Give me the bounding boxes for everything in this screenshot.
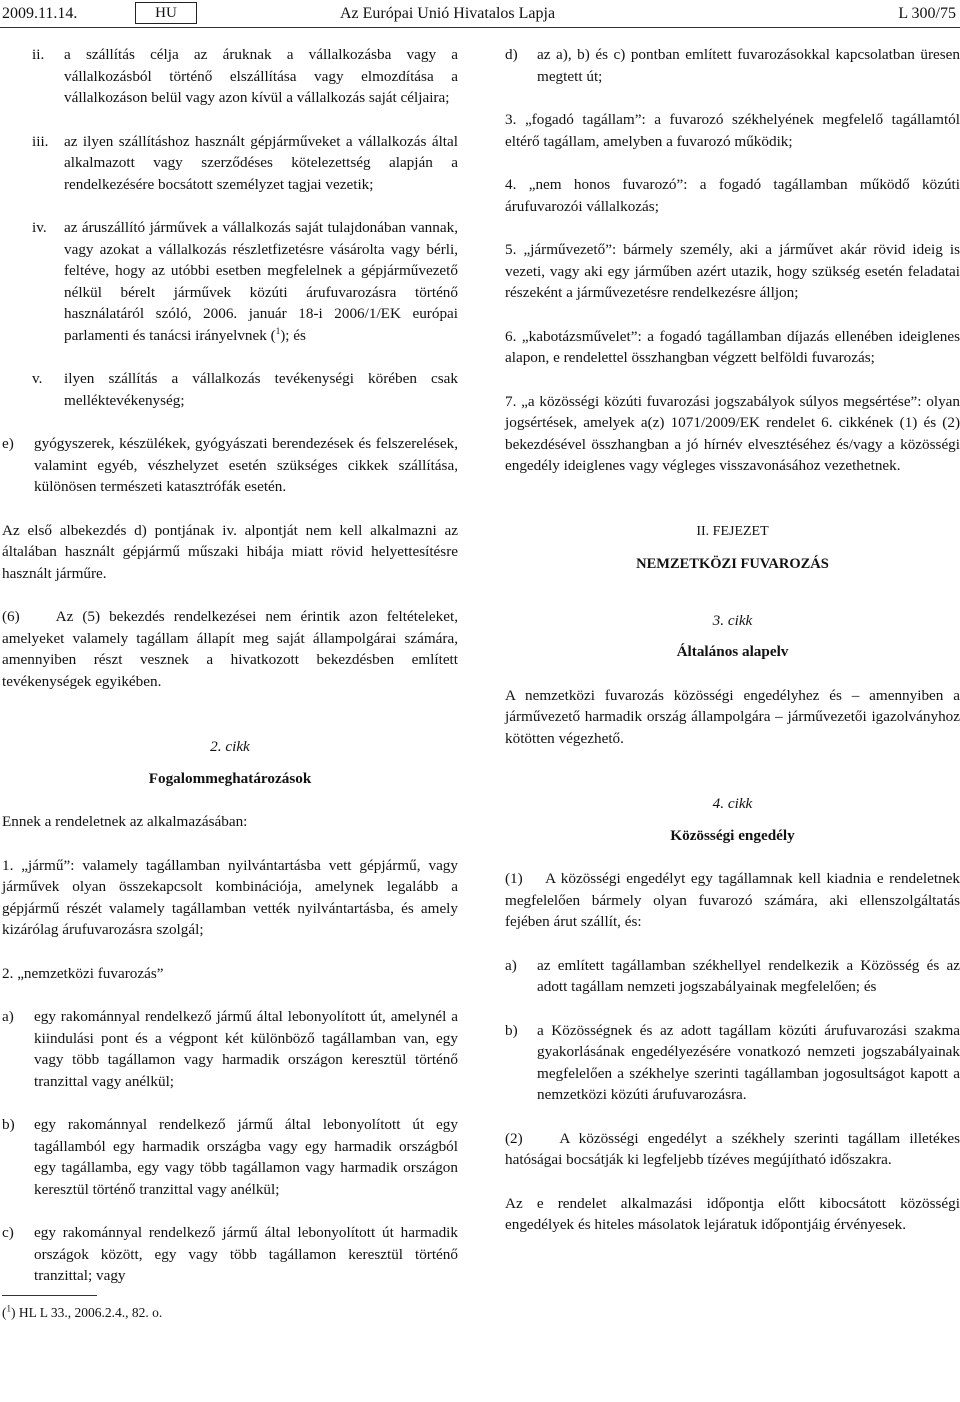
footnote-number: 1 [6, 1303, 11, 1313]
item-text: egy rakománnyal rendelkező jármű által lebonyolított út, amelynél a kiindulási pont és a végpont két különböző tagállamban van, egy vagy több tagállamon vagy harmadik országon keresztül történő tranzittal vagy anélkül; [34, 1008, 458, 1090]
page-header [0, 0, 960, 26]
paragraph: Az első albekezdés d) pontjának iv. alpontját nem kell alkalmazni az általában használt gépjármű műszaki hibája miatt rövid helyettesítésre használt járműre. [2, 521, 458, 582]
article-number: 2. cikk [210, 738, 250, 755]
definition-7: 7. „a közösségi közúti fuvarozási jogszabályok súlyos megsértése”: olyan jogsértések, amelyek a(z) 1071/2009/EK rendelet 6. cikkének (1) és (2) bekezdésével összhangban a jó hírnév elvesztéséhez és/vagy a közösségi engedély ideiglenes vagy végleges visszavonásához vezethetnek. [505, 392, 960, 474]
page-number: L 300/75 [898, 5, 956, 22]
right-column [505, 44, 960, 1236]
left-column [2, 44, 458, 1322]
item-text: a szállítás célja az áruknak a vállalkozásba vagy a vállalkozásból történő elszállítása vagy elmozdítása a vállalkozáson belül vagy azon kívül a vállalkozás saját céljaira; [64, 46, 458, 106]
footnote-open: ( [2, 1304, 7, 1320]
language-badge: HU [135, 2, 197, 24]
footnote-ref[interactable]: 1 [275, 325, 281, 336]
item-letter: b) [2, 1116, 15, 1133]
item-text: gyógyszerek, készülékek, gyógyászati berendezések és felszerelések, valamint egyéb, vészhelyzet esetén szükséges cikkek szállítása, különösen természeti katasztrófák esetén. [34, 435, 458, 495]
article-title: Közösségi engedély [670, 826, 795, 844]
definition-3: 3. „fogadó tagállam”: a fuvarozó székhelyének megfelelő tagállamtól eltérő tagállam, amelyben a fuvarozó működik; [505, 111, 960, 150]
item-number: iv. [32, 219, 47, 236]
list-item-d [505, 44, 960, 87]
paragraph-number: (1) [505, 870, 523, 887]
footnote-text: ) HL L 33., 2006.2.4., 82. o. [11, 1304, 163, 1320]
item-text-end: ); és [280, 326, 306, 344]
list-item-ii [2, 44, 458, 109]
closing-paragraph: Az e rendelet alkalmazási időpontja előtt kibocsátott közösségi engedélyek és hiteles másolatok lejáratuk időpontjáig érvényesek. [505, 1194, 960, 1233]
publication-date: 2009.11.14. [2, 5, 78, 22]
item-number: ii. [32, 46, 45, 63]
item-text: ilyen szállítás a vállalkozás tevékenységi körében csak melléktevékenység; [64, 370, 458, 409]
definition-1: 1. „jármű”: valamely tagállamban nyilvántartásba vett gépjármű, vagy járművek olyan összekapcsolt kombinációja, amelynek legalább a gépjármű részét valamely tagállamban vették nyilvántartásba, és amely kizárólag árufuvarozásra szolgál; [2, 856, 458, 938]
item-letter: e) [2, 435, 14, 452]
definition-2: 2. „nemzetközi fuvarozás” [2, 964, 164, 982]
definition-4: 4. „nem honos fuvarozó”: a fogadó tagállamban működő közúti árufuvarozói vállalkozás; [505, 176, 960, 215]
item-number: iii. [32, 132, 49, 150]
article-intro: Ennek a rendeletnek az alkalmazásában: [2, 813, 248, 830]
item-text: az a), b) és c) pontban említett fuvarozásokkal kapcsolatban üresen megtett út; [537, 46, 960, 85]
item-letter: a) [505, 956, 517, 974]
paragraph-text: Az (5) bekezdés rendelkezései nem érintik azon feltételeket, amelyeket valamely tagállam állapít meg saját állampolgárai számára, amennyiben részt vesznek a hivatkozott bekezdésben említett tevékenységek egyikében. [2, 608, 459, 690]
article-number: 4. cikk [712, 795, 753, 812]
header-divider [0, 27, 960, 28]
list-item-b [2, 1114, 458, 1200]
paragraph-number: (6) [2, 608, 20, 625]
item-letter: b) [505, 1021, 518, 1039]
article-text: A nemzetközi fuvarozás közösségi engedélyhez és – amennyiben a járművezető harmadik ország állampolgára – járművezetői igazolványhoz kötötten végezhető. [505, 686, 960, 747]
list-item-iv [2, 217, 458, 346]
article-title: Fogalommeghatározások [148, 769, 312, 787]
list-item-v [2, 368, 458, 411]
item-text: egy rakománnyal rendelkező jármű által lebonyolított út harmadik országok között, egy vagy több tagállamon keresztül történő tranzittal; vagy [34, 1224, 458, 1284]
paragraph-6 [2, 606, 458, 692]
item-text: a Közösségnek és az adott tagállam közúti árufuvarozási szakma gyakorlásának engedélyezésére vonatkozó nemzeti jogszabályainak megfelelően a székhelye szerinti tagállamban jogosultságot kapott a nemzetközi közúti árufuvarozásra. [537, 1021, 960, 1103]
definition-6: 6. „kabotázsművelet”: a fogadó tagállamban díjazás ellenében ideiglenes alapon, e rendelettel összhangban végzett belföldi fuvarozás; [505, 327, 960, 366]
journal-title: Az Európai Unió Hivatalos Lapja [340, 5, 556, 22]
paragraph-text: A közösségi engedélyt a székhely szerinti tagállam illetékes hatóságai bocsátják ki legfeljebb tízéves megújítható időszakra. [505, 1129, 960, 1168]
chapter-title: NEMZETKÖZI FUVAROZÁS [636, 556, 829, 572]
list-item-c [2, 1222, 458, 1287]
item-text: az említett tagállamban székhellyel rendelkezik a Közösség és az adott tagállam nemzeti jogszabályainak megfelelően; és [537, 956, 960, 995]
item-text: az áruszállító járművek a vállalkozás saját tulajdonában vannak, vagy azokat a vállalkozás részletfizetésre vásárolta vagy bérli, feltéve, hogy az utóbbi esetben megfelelnek a gépjárművezető nélkül bérelt járművek közúti árufuvarozásra történő használatáról szóló, 2006. január 18-i 2006/1/EK európai parlamenti és tanácsi irányelvnek ( [64, 219, 458, 344]
item-text: egy rakománnyal rendelkező jármű által lebonyolított út egy tagállamból egy harmadik országba vagy egy harmadik országból egy tagállamba, egy vagy több tagállamon vagy harmadik országon keresztül történő tranzittal vagy anélkül; [34, 1116, 458, 1198]
article-title: Általános alapelv [676, 643, 789, 660]
list-item-a [505, 955, 960, 998]
item-letter: c) [2, 1224, 14, 1241]
list-item-e [2, 433, 458, 498]
list-item-a [2, 1006, 458, 1092]
footnote [2, 1304, 458, 1322]
item-number: v. [32, 370, 43, 387]
item-text: az ilyen szállításhoz használt gépjárműveket a vállalkozás által alkalmazott vagy szerződéses kötelezettség alapján a rendelkezésére bocsátott személyzet tagjai vezetik; [64, 132, 458, 193]
paragraph-number: (2) [505, 1129, 523, 1147]
list-item-iii [2, 131, 458, 196]
definition-5: 5. „járművezető”: bármely személy, aki a járművet akár rövid ideig is vezeti, vagy aki egy járműben azért utazik, hogy szükség esetén feladatai részeként a járművezetésre rendelkezésre álljon; [505, 241, 960, 301]
chapter-number: II. FEJEZET [696, 523, 769, 539]
paragraph-text: A közösségi engedélyt egy tagállamnak kell kiadnia e rendeletnek megfelelően bármely olyan fuvarozó számára, aki ellenszolgáltatás fejében árut szállít, és: [505, 870, 960, 930]
item-letter: a) [2, 1008, 14, 1025]
paragraph-1 [505, 868, 960, 933]
paragraph-2 [505, 1128, 960, 1171]
list-item-b [505, 1020, 960, 1106]
item-letter: d) [505, 46, 518, 63]
footnote-divider [2, 1295, 97, 1296]
article-number: 3. cikk [712, 611, 753, 629]
